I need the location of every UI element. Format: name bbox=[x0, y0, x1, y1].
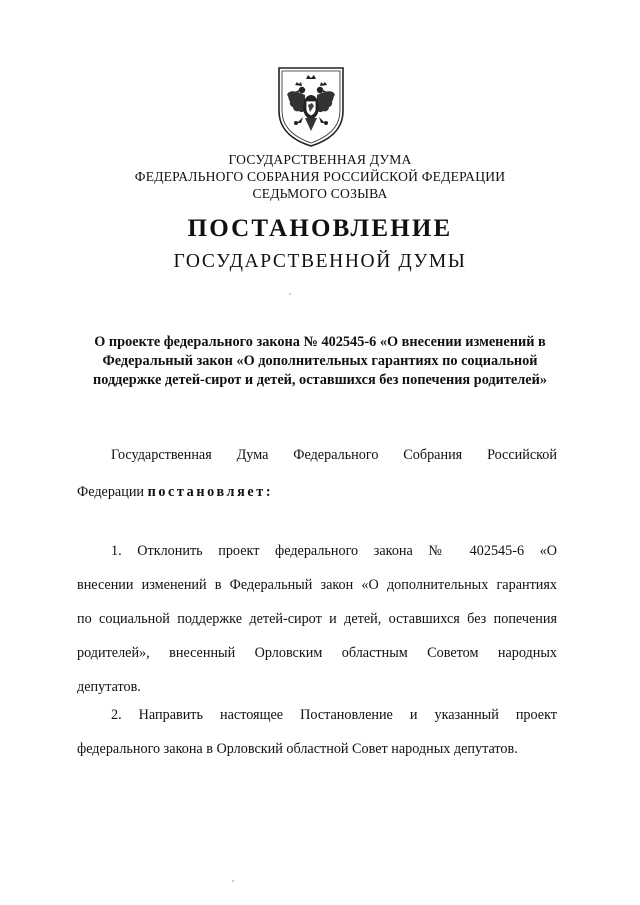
item2-line-2: федерального закона в Орловский областной Совет народных депутатов. bbox=[77, 741, 518, 757]
item1-line-3: по социальной поддержке детей-сирот и детей, оставшихся без попечения bbox=[77, 611, 557, 627]
item2-line-1: 2. Направить настоящее Постановление и указанный проект bbox=[111, 707, 557, 723]
item1-line-1: 1. Отклонить проект федерального закона № 402545-6 «О bbox=[111, 543, 557, 559]
document-org-title: ГОСУДАРСТВЕННОЙ ДУМЫ bbox=[173, 251, 467, 272]
scan-speck bbox=[289, 293, 291, 295]
preamble-line-1: Государственная Дума Федерального Собрания Российской bbox=[111, 447, 557, 463]
header-line-1: ГОСУДАРСТВЕННАЯ ДУМА bbox=[228, 152, 412, 167]
preamble-line-2 bbox=[77, 482, 273, 502]
item1-line-4: родителей», внесенный Орловским областным Советом народных bbox=[77, 645, 557, 661]
issuer-header bbox=[0, 151, 640, 202]
document-type-title: ПОСТАНОВЛЕНИЕ bbox=[187, 215, 453, 242]
coat-of-arms-icon bbox=[275, 65, 347, 149]
document-subject bbox=[70, 333, 570, 390]
resolves-verb: постановляет: bbox=[147, 484, 274, 500]
header-line-3: СЕДЬМОГО СОЗЫВА bbox=[252, 186, 388, 201]
item1-line-2: внесении изменений в Федеральный закон «О дополнительных гарантиях bbox=[77, 577, 557, 593]
scan-speck bbox=[232, 880, 234, 882]
header-line-2: ФЕДЕРАЛЬНОГО СОБРАНИЯ РОССИЙСКОЙ ФЕДЕРАЦИИ bbox=[134, 169, 506, 184]
preamble-prefix: Федерации bbox=[77, 484, 145, 500]
subject-line-2: Федеральный закон «О дополнительных гарантиях по социальной bbox=[102, 353, 538, 369]
subject-line-1: О проекте федерального закона № 402545-6 «О внесении изменений в bbox=[94, 334, 546, 350]
item1-line-5: депутатов. bbox=[77, 679, 141, 695]
subject-line-3: поддержке детей-сирот и детей, оставшихся без попечения родителей» bbox=[92, 372, 548, 388]
